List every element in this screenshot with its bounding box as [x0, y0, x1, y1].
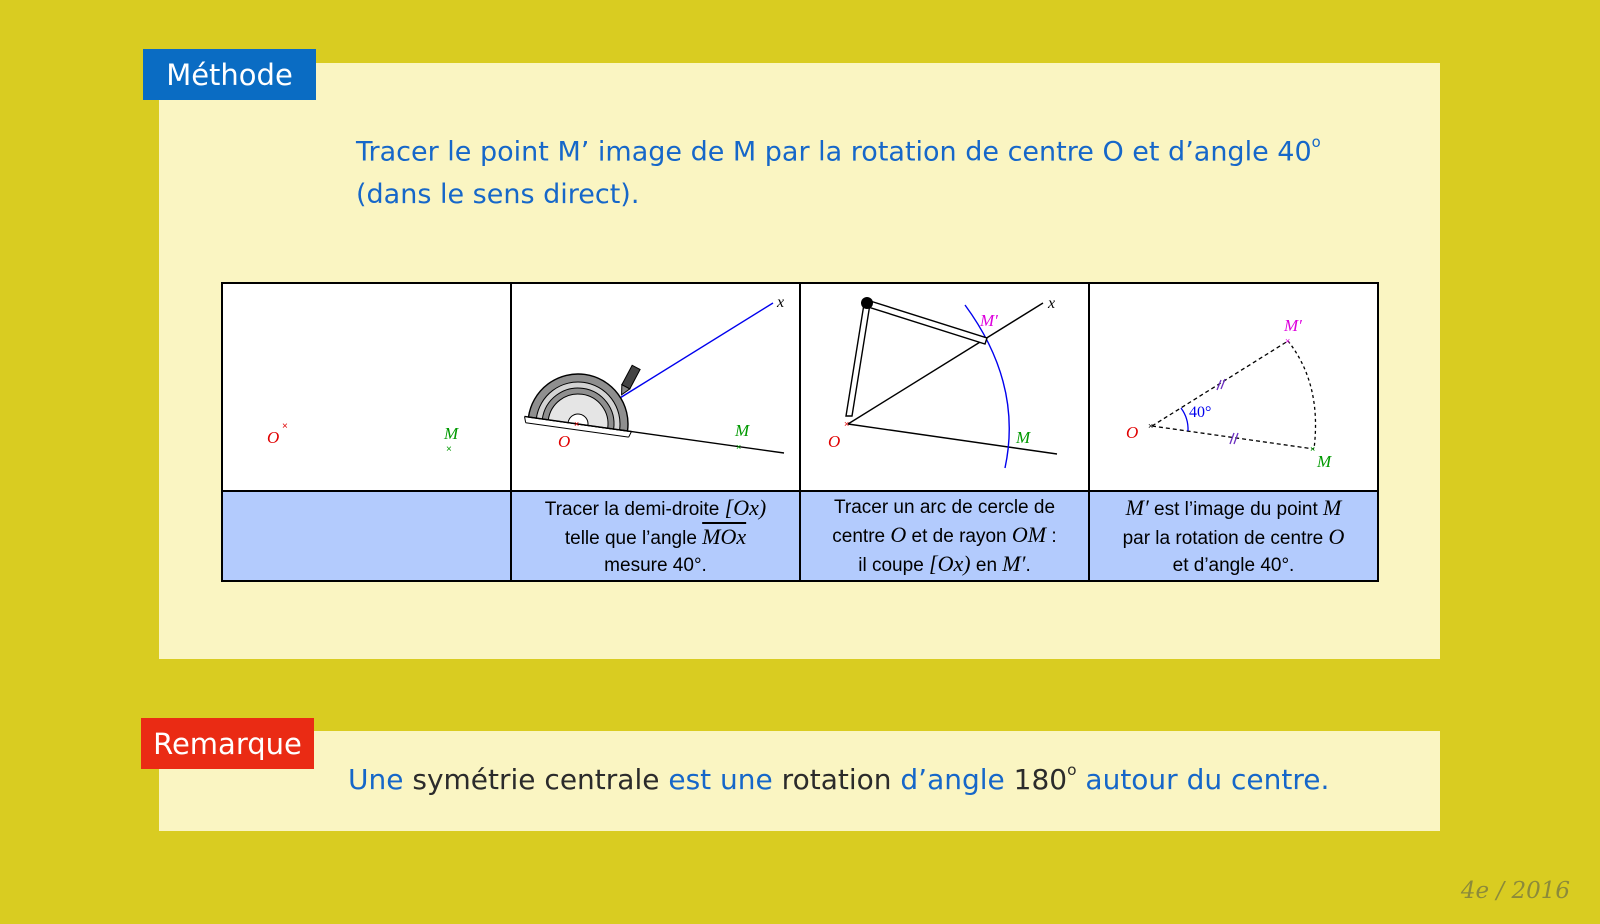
method-instruction	[356, 121, 1356, 216]
point-O-mark: ×	[574, 419, 580, 429]
caption-math: OM	[1011, 521, 1047, 547]
point-Mprime-mark: ×	[1285, 336, 1291, 346]
figure-step-2	[511, 283, 800, 491]
degree-sign: o	[1311, 133, 1321, 151]
label-Mprime: M′	[1284, 316, 1302, 335]
figure-initial-points	[223, 284, 510, 490]
caption-text: :	[1046, 525, 1057, 547]
caption-text: et de rayon	[906, 525, 1012, 547]
caption-text: centre	[832, 525, 891, 547]
caption-line: et d’angle 40°.	[1172, 554, 1295, 576]
instruction-text: Tracer le point M’ image de M par la rotation de centre O et d’angle 40	[356, 136, 1312, 168]
label-O: O	[1126, 423, 1139, 442]
degree-sign: o	[1067, 761, 1077, 779]
point-O-mark: ×	[844, 419, 850, 429]
caption-math: O	[1328, 523, 1345, 549]
caption-line	[801, 550, 1088, 579]
construction-steps-table	[221, 282, 1379, 582]
caption-math: M′	[1125, 494, 1149, 520]
figure-step-4	[1089, 283, 1378, 491]
caption-text: Tracer la demi-droite	[544, 498, 725, 520]
label-x: x	[777, 294, 785, 311]
protractor-icon	[524, 367, 639, 437]
caption-line	[512, 523, 799, 552]
caption-step-3	[800, 491, 1089, 581]
caption-math-angle: $\overline{MOx}$	[702, 523, 747, 549]
remark-text	[348, 761, 1329, 796]
point-M-mark: ×	[736, 442, 742, 452]
caption-text: par la rotation de centre	[1122, 527, 1329, 549]
label-angle: 40°	[1189, 404, 1212, 421]
label-M: M	[1016, 428, 1031, 447]
caption-math: [Ox)	[929, 550, 971, 576]
caption-text: telle que l’angle	[564, 527, 703, 549]
caption-step-4	[1089, 491, 1378, 581]
caption-math: M	[1323, 494, 1342, 520]
instruction-line-2: (dans le sens direct).	[356, 179, 640, 211]
point-M-mark: ×	[446, 444, 452, 455]
arc-rotation	[1288, 341, 1316, 449]
remark-part: rotation	[772, 762, 901, 796]
page-footer: 4e / 2016	[1460, 878, 1570, 904]
remark-part: est une	[668, 762, 773, 796]
remark-part: autour du centre.	[1076, 762, 1330, 796]
caption-text: il coupe	[858, 554, 930, 576]
label-O: O	[828, 432, 841, 451]
remark-part: Une	[348, 762, 404, 796]
ray-Ox	[848, 303, 1043, 424]
point-M-mark: ×	[1310, 444, 1316, 454]
equal-length-marks	[1217, 379, 1238, 444]
remark-part: 180	[1004, 762, 1068, 796]
label-x: x	[1048, 295, 1056, 312]
compass-icon	[846, 297, 987, 416]
figures-row	[222, 283, 1378, 491]
instruction-line-1	[356, 121, 1356, 173]
label-M: M	[1317, 452, 1332, 471]
remark-part: d’angle	[900, 762, 1005, 796]
caption-step-2	[511, 491, 800, 581]
point-O-mark: ×	[282, 421, 288, 432]
remark-part: symétrie centrale	[403, 762, 669, 796]
label-M: M	[735, 421, 750, 440]
figure-protractor	[512, 284, 799, 490]
caption-math: [Ox)	[724, 494, 767, 520]
caption-line	[1090, 523, 1377, 552]
figure-result	[1090, 284, 1377, 490]
figure-compass	[801, 284, 1088, 490]
caption-line	[512, 494, 799, 523]
caption-text: en	[970, 554, 1003, 576]
caption-step-1	[222, 491, 511, 581]
figure-step-1	[222, 283, 511, 491]
figure-step-3	[800, 283, 1089, 491]
label-Mprime: M′	[980, 311, 998, 330]
remarque-tag: Remarque	[141, 718, 314, 769]
label-M: M	[444, 424, 459, 443]
angle-arc	[1181, 408, 1188, 431]
caption-line: mesure 40°.	[604, 554, 707, 576]
caption-math: O	[890, 521, 907, 547]
label-O: O	[267, 428, 280, 447]
caption-math: M′	[1002, 550, 1026, 576]
point-O-mark: ×	[1148, 421, 1154, 431]
caption-line	[801, 521, 1088, 550]
caption-text: .	[1025, 554, 1031, 576]
caption-line	[1090, 494, 1377, 523]
caption-text: est l’image du point	[1148, 498, 1324, 520]
methode-tag: Méthode	[143, 49, 316, 100]
label-O: O	[558, 432, 571, 451]
captions-row	[222, 491, 1378, 581]
caption-line: Tracer un arc de cercle de	[833, 496, 1056, 518]
